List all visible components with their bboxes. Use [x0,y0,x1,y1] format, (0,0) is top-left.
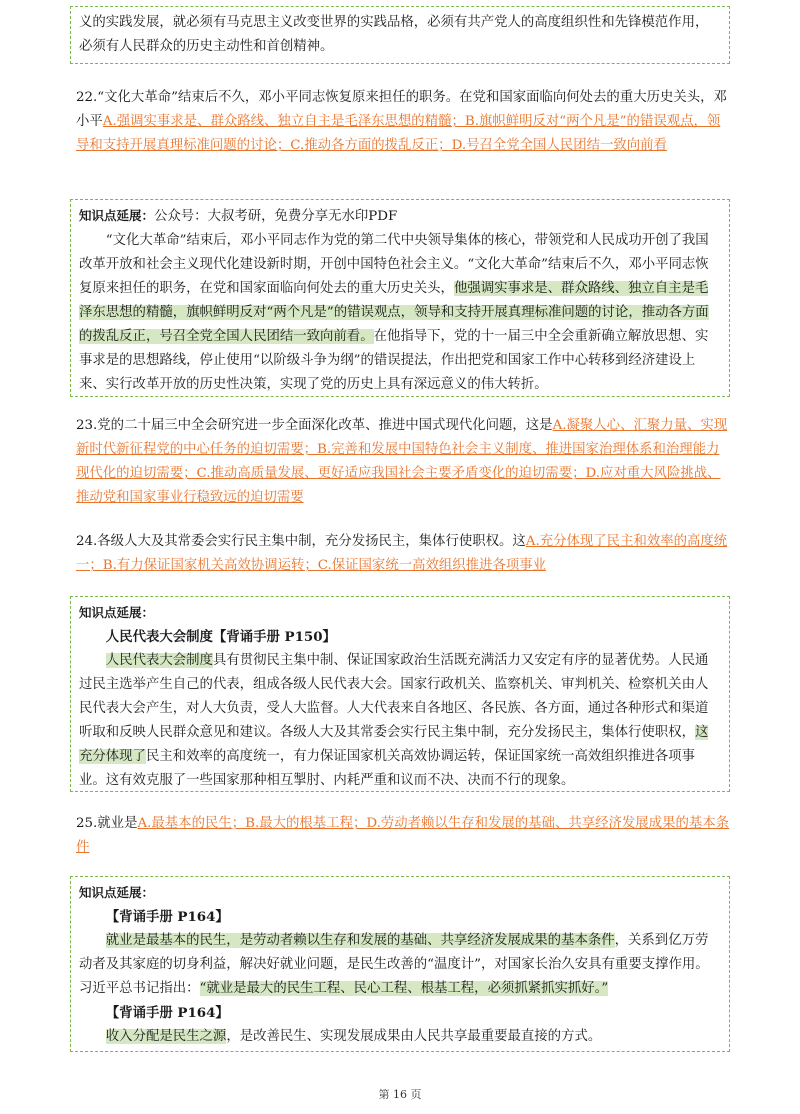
question-stem: 25.就业是 [76,816,138,831]
question-answer: A.充分体现了民主和效率的高度统一；B.有力保证国家机关高效协调运转；C.保证国家统一高效组织推进各项事业 [76,534,728,573]
highlighted-text: “就业是最大的民生工程、民心工程、根基工程，必须抓紧抓实抓好。” [199,981,609,996]
extension-subheading: 人民代表大会制度【背诵手册 P150】 [105,629,336,645]
extension-text: “文化大革命”结束后，邓小平同志作为党的第二代中央领导集体的核心，带领党和人民成功开创了我国改革开放和社会主义现代化建设新时期，开创中国特色社会主义。“文化大革命”结束后不久，邓小平同志恢复原来担任的职务，在党和国家面临向何处去的重大历史关头， [79,233,709,296]
knowledge-extension-box [70,596,730,792]
extension-subheading: 【背诵手册 P164】 [105,1005,229,1021]
extension-paragraph [79,1025,721,1049]
question-stem: 22.“文化大革命”结束后不久，邓小平同志恢复原来担任的职务。在党和国家面临向何处去的重大历史关头，邓小平 [76,90,727,129]
question-stem: 23.党的二十届三中全会研究进一步全面深化改革、推进中国式现代化问题，这是 [76,418,553,433]
highlighted-text: 就业是最基本的民生，是劳动者赖以生存和发展的基础、共享经济发展成果的基本条件 [105,933,615,948]
question-answer: A.最基本的民生；B.最大的根基工程；D.劳动者赖以生存和发展的基础、共享经济发展成果的基本条件 [76,816,730,855]
question-25 [76,812,731,860]
extension-text: 民主和效率的高度统一，有力保证国家机关高效协调运转，保证国家统一高效组织推进各项事业。这有效克服了一些国家那种相互掣肘、内耗严重和议而不决、决而不行的现象。 [79,749,695,788]
question-stem: 24.各级人大及其常委会实行民主集中制，充分发扬民主，集体行使职权。这 [76,534,526,549]
extension-label: 知识点延展： [79,605,155,620]
knowledge-extension-box-continued [70,6,730,64]
extension-text: 具有贯彻民主集中制、保证国家政治生活既充满活力又安定有序的显著优势。人民通过民主选举产生自己的代表，组成各级人民代表大会。国家行政机关、监察机关、审判机关、检察机关由人民代表大会产生，对人大负责，受人大监督。人大代表来自各地区、各民族、各方面，通过各种形式和渠道听取和反映人民群众意见和建议。各级人大及其常委会实行民主集中制，充分发扬民主，集体行使职权， [79,653,709,740]
extension-text: 义的实践发展，就必须有马克思主义改变世界的实践品格，必须有共产党人的高度组织性和先锋模范作用，必须有人民群众的历史主动性和首创精神。 [79,15,709,54]
question-22 [76,86,731,158]
extension-label: 知识点延展： [79,885,155,900]
knowledge-extension-box [70,199,730,397]
extension-subheading: 【背诵手册 P164】 [105,909,229,925]
highlighted-text: 人民代表大会制度 [105,653,213,668]
question-answer: A.凝聚人心、汇聚力量、实现新时代新征程党的中心任务的迫切需要；B.完善和发展中国特色社会主义制度、推进国家治理体系和治理能力现代化的迫切需要；C.推动高质量发展、更好适应我国社会主要矛盾变化的迫切需要；D.应对重大风险挑战、推动党和国家事业行稳致远的迫切需要 [76,418,728,505]
extension-paragraph [79,649,721,793]
extension-text: ，是改善民生、实现发展成果由人民共享最重要最直接的方式。 [226,1029,602,1044]
question-answer: A.强调实事求是、群众路线、独立自主是毛泽东思想的精髓；B.旗帜鲜明反对“两个凡是”的错误观点，领导和支持开展真理标准问题的讨论；C.推动各方面的拨乱反正；D.号召全党全国人民团结一致向前看 [76,114,721,153]
extension-paragraph [79,229,721,397]
extension-text: 在他指导下，党的十一届三中全会重新确立解放思想、实事求是的思想路线，停止使用“以阶级斗争为纲”的错误提法，作出把党和国家工作中心转移到经济建设上来、实行改革开放的历史性决策，实现了党的历史上具有深远意义的伟大转折。 [79,329,709,392]
highlighted-text: 他强调实事求是、群众路线、独立自主是毛泽东思想的精髓，旗帜鲜明反对“两个凡是”的错误观点，领导和支持开展真理标准问题的讨论，推动各方面的拨乱反正，号召全党全国人民团结一致向前看。 [79,281,709,344]
extension-label: 知识点延展： [79,208,155,223]
extension-note: 公众号：大叔考研，免费分享无水印PDF [154,209,398,224]
highlighted-text: 这充分体现了 [79,725,709,764]
extension-text: ，关系到亿万劳动者及其家庭的切身利益，解决好就业问题，是民生改善的“温度计”，对国家长治久安具有重要支撑作用。习近平总书记指出： [79,933,709,996]
page-number: 第 16 页 [378,1088,422,1101]
knowledge-extension-box [70,876,730,1052]
question-23 [76,414,731,510]
highlighted-text: 收入分配是民生之源 [105,1029,227,1044]
question-24 [76,530,731,578]
extension-paragraph [79,929,721,1001]
